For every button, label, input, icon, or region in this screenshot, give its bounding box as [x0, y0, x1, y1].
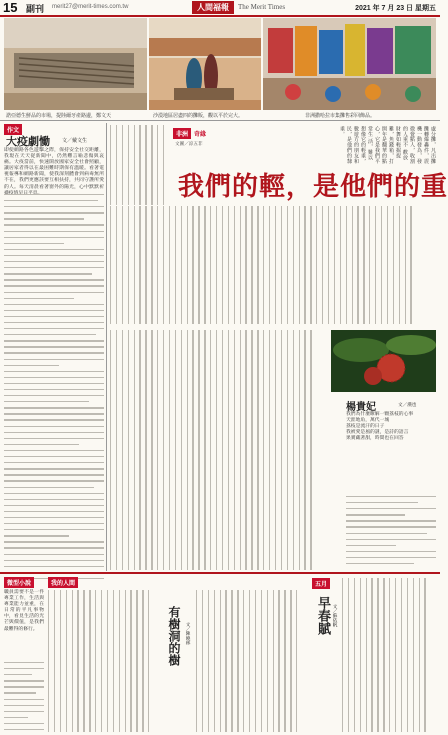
- photo-fish-market: [4, 18, 147, 110]
- bottom-rule: [0, 572, 440, 574]
- desert-vendors-image: [149, 18, 261, 110]
- poem-line: 天涯地角，萬代一城: [346, 418, 390, 424]
- photo-lychee: [331, 330, 436, 392]
- essay-title: 大疫劇慟: [6, 135, 50, 148]
- article-headline: 我們的輕，是他們的重: [178, 172, 448, 202]
- bottom-article-text-b: [196, 590, 308, 732]
- essay-body-text: [4, 194, 104, 566]
- bottom-article-text-c: [342, 578, 436, 732]
- fish-market-image: [4, 18, 147, 110]
- poem-body-continued: [346, 496, 436, 568]
- tree-byline: 文／陳曉林: [185, 622, 190, 645]
- photo-desert-vendors: [149, 18, 261, 110]
- article-tag-story: 奇緣: [194, 131, 207, 138]
- article-column-top: [110, 125, 168, 205]
- article-byline: 文圖／涼五非: [175, 142, 203, 147]
- essay-tag: 作文: [4, 124, 22, 135]
- poem-line: 我們為什麼瞭解一顆荔枝的心事: [346, 412, 414, 417]
- tag-my-world: 我的人間: [48, 577, 78, 588]
- issue-date: 2021 年 7 月 23 日 星期五: [355, 5, 436, 12]
- poem-line: 荔枝是流汗的日子: [346, 424, 385, 430]
- tag-micro-fiction: 微型小說: [4, 577, 34, 588]
- caption-desert-vendors: 沙漠地區居盡四的攤販，觀以平於完大。: [153, 113, 244, 119]
- essay-byline: 文／戴文生: [62, 138, 88, 144]
- bottom-article-text-a: [48, 590, 160, 732]
- spring-tag: 五月: [312, 578, 330, 589]
- divider-top: [0, 120, 440, 121]
- newspaper-logo: 人間福報: [192, 1, 234, 14]
- section-name: 副刊: [26, 5, 45, 15]
- column-divider-left: [106, 123, 107, 571]
- photo-beaded-crafts: [263, 18, 436, 110]
- poem-body: [346, 412, 436, 492]
- newspaper-logo-english: The Merit Times: [238, 3, 286, 11]
- masthead: [0, 0, 440, 17]
- main-lede: 處分攤，凡出攤攤轉爆轟件，震機一動發為，發微覺點人，收割的人重不 歡放財舞如輕掘捉雞，魚錢箱，打開年是翻華的點心，它是我們平常生 活，難以想像它的輕重，數遊方的朋友和民，是他們的隸重。: [339, 126, 436, 164]
- article-body-upper: [110, 206, 436, 324]
- caption-beaded-crafts: 非洲撒哈拉市集攤售彩回飾品。: [305, 113, 376, 119]
- spring-byline: 文／蘇依帆: [332, 604, 337, 627]
- essay-body-intro: 即使網路各色遊擊之際，保持安全社交距離，我現在天天從新聞中，仍然難言喻悲傷與哀痛。大疫當前，快速開放國家安全社會照顧，讓居家者得以在最困難時期保有溫暖。看著電視報導和網路新聞，使我深刻體會到病毒無所不在，我們更應該要互相扶持，共同守護所愛的人。每天清晨看著窗外的陽光，心中默默祈: [4, 148, 104, 190]
- poem-line: 我被愛是風的謎，是詩的語言: [346, 430, 409, 436]
- bottom-column-intro: 職員需要不是一件專業工作，生活與專業能力並重，在日常的平凡事物中，看見生活的光芒與價值，是我們最難得的修行。: [4, 590, 44, 632]
- article-tag-africa: 非洲: [173, 128, 191, 139]
- spring-title: 早春賦: [315, 596, 330, 635]
- poem-title: 楊貴妃: [346, 402, 376, 413]
- poem-byline: 文／漢也: [398, 403, 417, 408]
- poem-line: 果實藏著甜，時間也在回答: [346, 436, 404, 442]
- article-body-lower: [110, 330, 328, 570]
- tree-title: 有樹洞的樹: [167, 606, 181, 666]
- lychee-image: [331, 330, 436, 392]
- page-number: 15: [3, 0, 18, 15]
- contact-email[interactable]: merit27@merit-times.com.tw: [52, 4, 129, 10]
- bottom-column-text: [4, 662, 44, 732]
- beaded-crafts-image: [263, 18, 436, 110]
- caption-fish-market: 諾亞德生鮮品的市場，提陸爾牙產路邊，鄭文天: [6, 113, 112, 119]
